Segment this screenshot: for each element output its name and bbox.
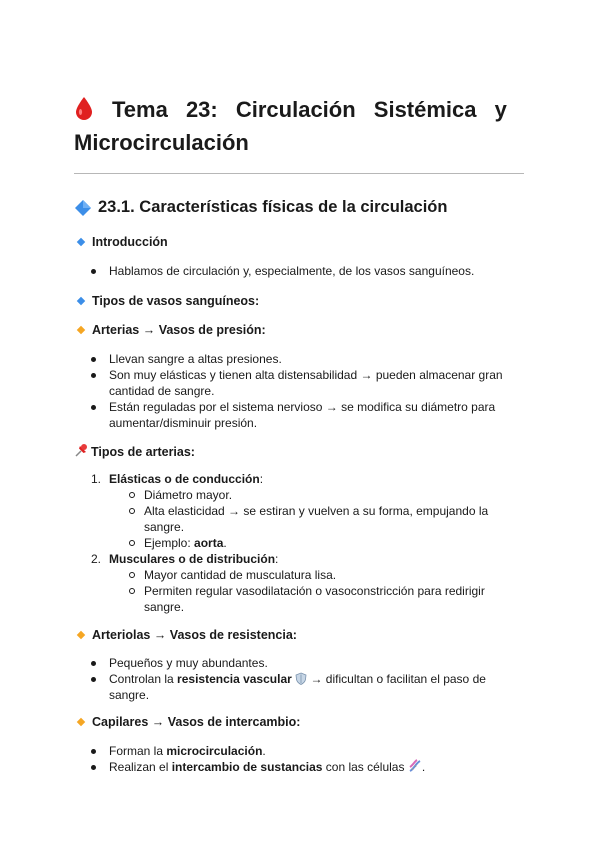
intro-list <box>74 263 509 279</box>
list-item <box>74 743 509 759</box>
horizontal-divider <box>74 173 524 174</box>
shield-icon <box>295 672 307 685</box>
dna-icon <box>408 759 422 773</box>
small-blue-diamond-icon <box>77 238 85 246</box>
arterias-heading-text: Arterias → Vasos de presión: <box>92 323 266 337</box>
text-end: . <box>421 760 426 774</box>
list-item: Hablamos de circulación y, especialmente, de los vasos sanguíneos. <box>74 263 509 279</box>
arterias-list <box>74 351 509 431</box>
sublist-item: Diámetro mayor. <box>109 487 489 503</box>
list-item: Pequeños y muy abundantes. <box>74 655 509 671</box>
tipos-arterias-heading <box>74 443 195 461</box>
microcirculacion: microcirculación <box>166 744 263 758</box>
sublist-item: Mayor cantidad de musculatura lisa. <box>109 567 489 583</box>
arteriolas-heading <box>74 628 297 642</box>
sublist-item: Alta elasticidad → se estiran y vuelven a su forma, empujando la sangre. <box>109 503 489 535</box>
intercambio-de-sustancias: intercambio de sustancias <box>171 760 323 774</box>
intro-heading-text: Introducción <box>92 235 168 249</box>
tipos-heading-text: Tipos de vasos sanguíneos: <box>92 294 260 308</box>
elasticas-sublist <box>109 487 489 551</box>
text-suffix: → dificultan o facilitan el paso de sangre. <box>109 672 486 702</box>
item-number: 2. <box>91 552 102 566</box>
list-item-elasticas <box>74 471 489 551</box>
section-heading-text: 23.1. Características físicas de la circulación <box>98 198 448 216</box>
musculares-sublist <box>109 567 489 615</box>
item-number: 1. <box>91 472 102 486</box>
musculares-label: Musculares o de distribución <box>109 552 276 566</box>
arteriolas-heading-text: Arteriolas → Vasos de resistencia: <box>92 628 297 642</box>
text-suffix: . <box>262 744 266 758</box>
tipos-arterias-list <box>74 471 489 615</box>
list-item <box>74 759 509 775</box>
arteriolas-list <box>74 655 509 703</box>
small-orange-diamond-icon <box>77 718 85 726</box>
example-suffix: . <box>223 536 227 550</box>
sublist-item <box>109 535 489 551</box>
tipos-arterias-heading-text: Tipos de arterias: <box>91 445 195 459</box>
text-prefix: Controlan la <box>109 672 178 686</box>
list-item-musculares <box>74 551 489 615</box>
list-item: Son muy elásticas y tienen alta distensabilidad → pueden almacenar gran cantidad de sangre. <box>74 367 509 399</box>
elasticas-label: Elásticas o de conducción <box>109 472 260 486</box>
resistencia-vascular: resistencia vascular <box>177 672 292 686</box>
example-aorta: aorta <box>194 536 224 550</box>
list-item: Están reguladas por el sistema nervioso → se modifica su diámetro para aumentar/disminuir presión. <box>74 399 509 431</box>
text-prefix: Forman la <box>109 744 167 758</box>
sublist-item: Permiten regular vasodilatación o vasoconstricción para redirigir sangre. <box>109 583 489 615</box>
colon: : <box>259 472 264 486</box>
capilares-list <box>74 743 509 775</box>
intro-heading <box>74 235 168 249</box>
drop-of-blood-icon <box>74 96 94 128</box>
section-heading <box>74 198 447 217</box>
pushpin-icon <box>74 443 89 461</box>
text-prefix: Realizan el <box>109 760 172 774</box>
arterias-heading <box>74 323 266 337</box>
tipos-heading <box>74 294 259 308</box>
small-blue-diamond-icon <box>77 297 85 305</box>
title-line-1: Tema 23: Circulación Sistémica y <box>112 97 507 122</box>
page-title <box>74 95 524 158</box>
text-suffix: con las células <box>322 760 408 774</box>
capilares-heading-text: Capilares → Vasos de intercambio: <box>92 715 301 729</box>
blue-diamond-icon <box>74 199 92 217</box>
list-item <box>74 671 509 703</box>
list-item: Llevan sangre a altas presiones. <box>74 351 509 367</box>
colon: : <box>275 552 279 566</box>
small-orange-diamond-icon <box>77 631 85 639</box>
example-prefix: Ejemplo: <box>144 536 195 550</box>
title-line-2: Microcirculación <box>74 130 249 155</box>
small-orange-diamond-icon <box>77 326 85 334</box>
capilares-heading <box>74 715 300 729</box>
